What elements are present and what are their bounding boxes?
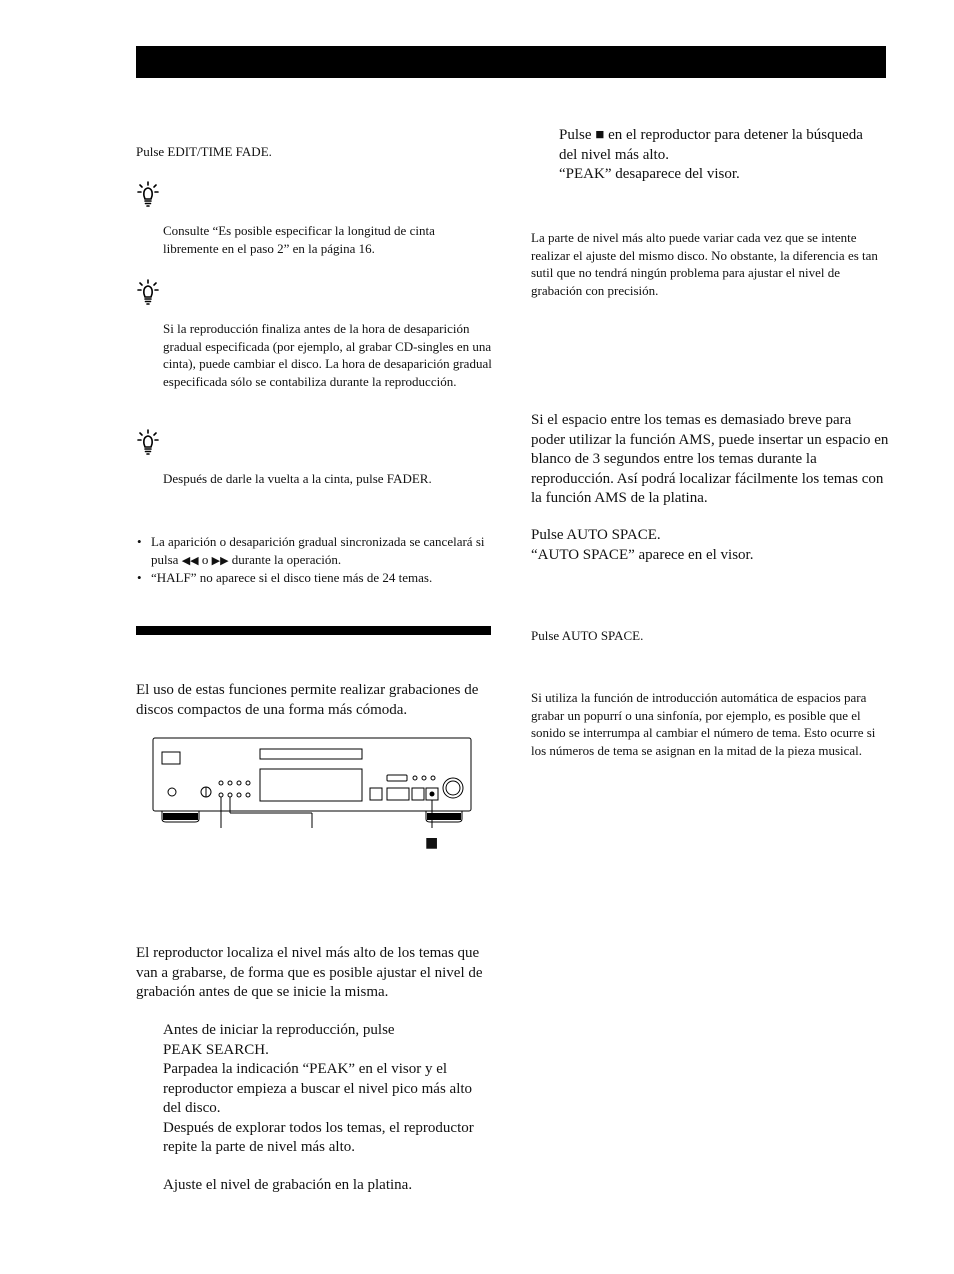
stop-button-label: ■ [425,835,439,851]
step-2: Ajuste el nivel de grabación en la platina. [163,1177,413,1193]
step-3: Pulse ■ en el reproductor para detener la búsqueda del nivel más alto. “PEAK” desaparece del visor. [559,127,863,182]
header-bar [136,46,886,78]
fast-forward-icon: ▶▶ [211,553,229,567]
rewind-icon: ◀◀ [181,553,199,567]
tip-text-3: Después de darle la vuelta a la cinta, pulse FADER. [163,471,432,486]
peak-search-intro: El reproductor localiza el nivel más alto de los temas que van a grabarse, de forma que es posible ajustar el nivel de grabación antes de que se inicie la misma. [136,945,483,1000]
section-intro: El uso de estas funciones permite realizar grabaciones de discos compactos de una forma más cómoda. [136,682,479,718]
note-item: • La aparición o desaparición gradual sincronizada se cancelará si pulsa ◀◀ o ▶▶ durante la operación. [137,533,493,569]
lightbulb-icon [137,429,159,455]
auto-space-intro: Si el espacio entre los temas es demasiado breve para poder utilizar la función AMS, puede insertar un espacio en blanco de 3 segundos entre los temas durante la reproducción. Así podrá localizar fácilmente los temas con la función AMS de la platina. [531,412,889,506]
lightbulb-icon [137,279,159,305]
section-divider-bar [136,626,491,635]
auto-space-step: Pulse AUTO SPACE. “AUTO SPACE” aparece en el visor. [531,527,754,563]
auto-space-note: Si utiliza la función de introducción automática de espacios para grabar un popurrí o una sinfonía, por ejemplo, es posible que el sonido se interrumpa al cambiar el número de tema. Esto ocurre si los números de tema se asignan en la mitad de la pieza musical. [531,690,876,758]
notes-list [137,533,493,587]
tip-text-2: Si la reproducción finaliza antes de la hora de desaparición gradual especificada (por ejemplo, al grabar CD-singles en una cinta), puede cambiar el disco. La hora de desaparición gradual especificada sólo se contabiliza durante la reproducción. [163,321,492,389]
tip-text-1: Consulte “Es posible especificar la longitud de cinta libremente en el paso 2” en la página 16. [163,223,435,256]
step-1: Antes de iniciar la reproducción, pulse PEAK SEARCH. Parpadea la indicación “PEAK” en el visor y el reproductor empieza a buscar el nivel pico más alto del disco. Después de explorar todos los temas, el reproductor repite la parte de nivel más alto. [163,1022,474,1155]
step-text-edit-time-fade: Pulse EDIT/TIME FADE. [136,144,272,159]
peak-note: La parte de nivel más alto puede variar cada vez que se intente realizar el ajuste del mismo disco. No obstante, la diferencia es tan sutil que no tendrá ningún problema para ajustar el nivel de grabación con precisión. [531,230,878,298]
stop-icon: ■ [595,127,605,143]
note-item: • “HALF” no aparece si el disco tiene más de 24 temas. [137,569,493,587]
auto-space-cancel: Pulse AUTO SPACE. [531,628,644,643]
lightbulb-icon [137,181,159,207]
